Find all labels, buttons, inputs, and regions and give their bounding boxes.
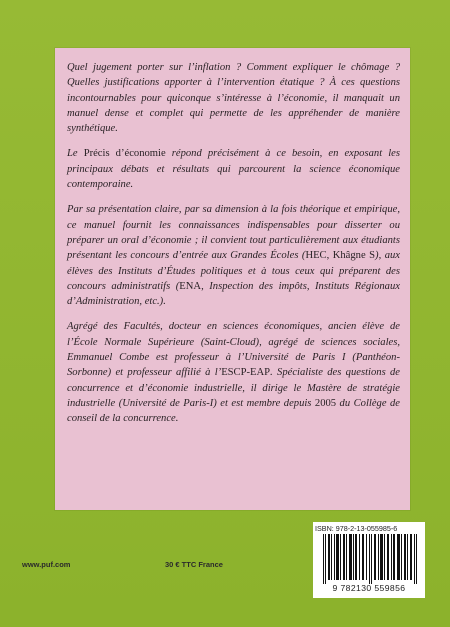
paragraph-author-start: Agrégé des Facultés, docteur en sciences économiques, ancien élève de l’École Normale Supérieure (Saint-Cloud), agrégé de sciences sociales, Emmanuel Combe est professeur à l’Université de Paris I (Panthéon-Sorbonne) et professeur affilié à l’ — [67, 321, 400, 379]
price-label: 30 € TTC France — [165, 560, 223, 569]
paragraph-precis — [67, 146, 400, 192]
barcode-box — [313, 522, 425, 598]
barcode-digits: 9 782130 559856 — [332, 583, 406, 593]
paragraph-audience-end: , Inspection des impôts, Instituts Régionaux d’Administration, etc.). — [67, 280, 400, 308]
book-title: Précis d’économie — [83, 148, 166, 160]
barcode-icon — [321, 534, 421, 584]
paragraph-author-middle: . Spécialiste des questions de concurrence et d’économie industrielle, il dirige le Mastère de stratégie industrielle (Université de Paris-I) et est membre depuis — [67, 367, 401, 409]
publisher-url: www.puf.com — [22, 560, 71, 569]
paragraph-author — [67, 319, 400, 426]
paragraph-audience-middle: ), aux élèves des Instituts d’Études politiques et à tous ceux qui préparent des concours administratifs ( — [67, 250, 400, 292]
paragraph-audience — [67, 202, 400, 309]
blurb-text — [67, 60, 400, 427]
year-label: 2005 — [314, 397, 337, 409]
paragraph-intro: Quel jugement porter sur l’inflation ? Comment expliquer le chômage ? Quelles justifications apporter à l’intervention étatique ? À ces questions incontournables pour quiconque s’intéresse à l’économie, il manquait un manuel dense et complet qui permette de les appréhender de manière synthétique. — [67, 62, 400, 135]
ena-label: ENA — [179, 280, 202, 292]
paragraph-precis-end: répond précisément à ce besoin, en exposant les principaux débats et résultats qui parcourent la science économique contemporaine. — [67, 148, 400, 191]
isbn-label: ISBN: 978-2-13-055985-6 — [315, 524, 398, 533]
schools-list: HEC, Khâgne S — [305, 250, 376, 262]
paragraph-precis-start: Le — [67, 148, 84, 160]
paragraph-audience-start: Par sa présentation claire, par sa dimension à la fois théorique et empirique, ce manuel fournit les connaissances indispensables pour disserter ou préparer un oral d’économie ; il convient tout particulièrement aux étudiants présentant les concours d’entrée aux Grandes Écoles ( — [67, 204, 400, 262]
escp-label: ESCP-EAP — [221, 367, 271, 379]
paragraph-author-end: du Collège de conseil de la concurrence. — [67, 397, 400, 425]
